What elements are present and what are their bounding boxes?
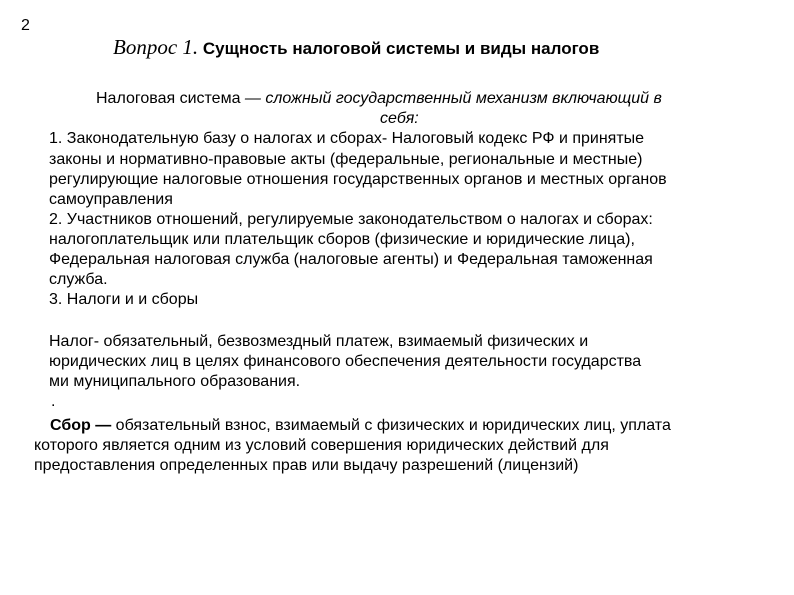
tax-system-definition: Налоговая система — сложный государственный механизм включающий в <box>96 90 662 107</box>
item2-line: 2. Участников отношений, регулируемые законодательством о налогах и сборах: <box>49 211 653 228</box>
item1-line: законы и нормативно-правовые акты (федеральные, региональные и местные) <box>49 151 643 168</box>
fee-line: предоставления определенных прав или выдачу разрешений (лицензий) <box>34 457 579 474</box>
tax-system-term: Налоговая система <box>96 90 241 107</box>
tax-definition: Налог- обязательный, безвозмездный платеж, взимаемый физических и <box>49 333 589 350</box>
item2-line: налогоплательщик или плательщик сборов (физические и юридические лица), <box>49 231 635 248</box>
tax-system-line2: себя: <box>380 110 419 127</box>
question-label: Вопрос 1. <box>113 35 199 59</box>
fee-definition: Сбор — обязательный взнос, взимаемый с физических и юридических лиц, уплата <box>50 417 671 434</box>
item2-line: Федеральная налоговая служба (налоговые агенты) и Федеральная таможенная <box>49 251 653 268</box>
tax-line: юридических лиц в целях финансового обеспечения деятельности государства <box>49 353 642 370</box>
tax-term: Налог <box>49 333 94 350</box>
item3-line: 3. Налоги и и сборы <box>49 291 199 308</box>
item1-line: самоуправления <box>49 191 173 208</box>
tax-line: ми муниципального образования. <box>49 373 301 390</box>
tax-dot: . <box>51 393 56 410</box>
item2-line: служба. <box>49 271 108 288</box>
page-number: 2 <box>21 17 30 34</box>
fee-term: Сбор — <box>50 417 112 434</box>
item1-line: регулирующие налоговые отношения государственных органов и местных органов <box>49 171 667 188</box>
slide-title <box>113 35 599 60</box>
title-topic: Сущность налоговой системы и виды налогов <box>202 39 600 58</box>
fee-line: которого является одним из условий совершения юридических действий для <box>34 437 609 454</box>
item1-line: 1. Законодательную базу о налогах и сборах- Налоговый кодекс РФ и принятые <box>49 130 645 147</box>
